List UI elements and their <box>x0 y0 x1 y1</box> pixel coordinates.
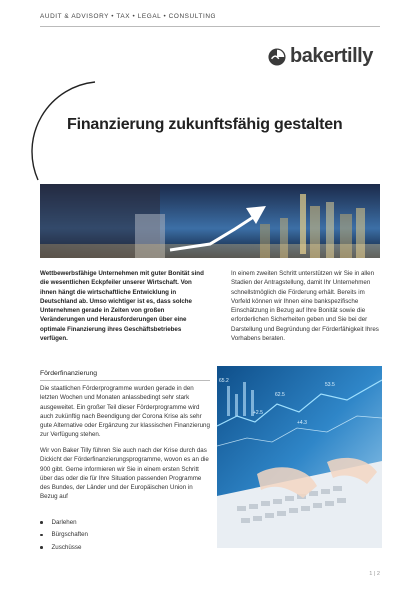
photo-number: +4.3 <box>297 420 307 426</box>
section-heading: Förderfinanzierung <box>40 370 98 377</box>
banner-image <box>40 184 380 258</box>
intro-left-text: Wettbewerbsfähige Unternehmen mit guter Bonität sind die wesentlichen Eckpfeiler unserer Wirtschaft. Von ihnen hängt die wirtschaftliche Entwicklung in Deutschland ab. Umso wichtiger ist es, dass solche Unternehmen gerade in Zeiten von großen Veränderungen und Herausforderungen über eine optimale Finanzierung ihres Geschäftsbetriebes verfügen. <box>40 270 204 343</box>
page-number: 1 | 2 <box>369 571 380 577</box>
intro-right-text: In einem zweiten Schritt unterstützen wir Sie in allen Stadien der Antragstellung, damit Ihr Unternehmen schnellstmöglich die Förderung erhält. Bereits im Vorfeld können wir Ihnen eine bankspezifische Einschätzung in Bezug auf Ihre Bonität sowie die erforderlichen Sicherheiten geben und Sie bei der Darstellung und Begründung der Förderfähigkeit Ihres Vorhabens beraten. <box>231 270 379 343</box>
logo-wordmark: bakertilly <box>290 45 373 67</box>
bullet-icon <box>40 534 43 537</box>
photo-number: 62.5 <box>275 392 285 398</box>
list-item: Zuschüsse <box>40 541 210 554</box>
section-paragraph-1: Die staatlichen Förderprogramme wurden gerade in den letzten Wochen und Monaten anlassbedingt sehr stark ausgeweitet. Ein großer Teil dieser Förderprogramme wird auch zukünftig nach Beendigung der Corona Krise als sehr gute Alternative oder Ergänzung zur klassischen Finanzierung zur Verfügung stehen. <box>40 385 210 439</box>
list-item: Bürgschaften <box>40 529 210 542</box>
bakertilly-logo-icon <box>268 48 286 66</box>
page-title: Finanzierung zukunftsfähig gestalten <box>67 116 343 133</box>
section-paragraph-2: Wir von Baker Tilly führen Sie auch nach der Krise durch das Dickicht der Förderfinanzierungsprogramme, wovon es an die 900 gibt. Gerne informieren wir Sie in einem ersten Schritt über das oder die für Ihre Situation passenden Programme des Bundes, der Länder und der Europäischen Union in Bezug auf <box>40 447 209 501</box>
photo-number: +2.5 <box>253 410 263 416</box>
section-divider <box>40 380 210 381</box>
bullet-icon <box>40 546 43 549</box>
header-tagline: AUDIT & ADVISORY • TAX • LEGAL • CONSULTING <box>40 13 217 20</box>
funding-types-list <box>40 516 210 554</box>
list-item: Darlehen <box>40 516 210 529</box>
bakertilly-logo <box>268 45 373 68</box>
keyboard-photo <box>217 366 382 548</box>
header-divider <box>40 26 380 27</box>
photo-number: 53.5 <box>325 382 335 388</box>
bullet-icon <box>40 521 43 524</box>
photo-number: 65.2 <box>219 378 229 384</box>
